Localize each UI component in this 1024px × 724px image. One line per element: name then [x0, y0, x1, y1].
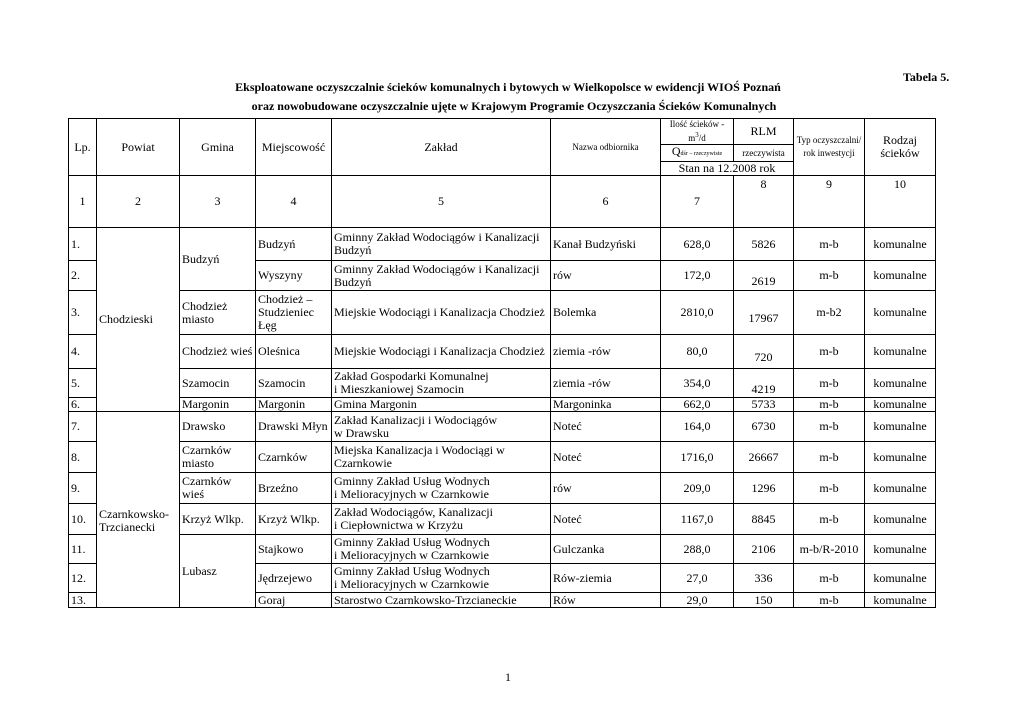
row-odbiornik: Rów — [551, 593, 661, 608]
row-lp: 4. — [69, 335, 97, 369]
row-rodzaj: komunalne — [865, 593, 936, 608]
table-row — [69, 535, 936, 564]
row-miejscowosc: Stajkowo — [256, 535, 332, 564]
column-number: 8 — [734, 176, 794, 228]
row-q: 628,0 — [661, 228, 734, 261]
table-row — [69, 412, 936, 442]
row-rlm: 2619 — [734, 261, 794, 291]
header-rodzaj: Rodzaj ścieków — [865, 119, 936, 176]
row-typ: m-b — [794, 442, 865, 473]
row-zaklad: Miejskie Wodociągi i Kanalizacja Chodzież — [332, 291, 551, 335]
table-label: Tabela 5. — [903, 70, 950, 84]
row-miejscowosc: Oleśnica — [256, 335, 332, 369]
row-odbiornik: ziemia -rów — [551, 369, 661, 398]
row-miejscowosc: Goraj — [256, 593, 332, 608]
row-lp: 13. — [69, 593, 97, 608]
row-rodzaj: komunalne — [865, 473, 936, 504]
row-typ: m-b — [794, 412, 865, 442]
row-odbiornik: Kanał Budzyński — [551, 228, 661, 261]
table-row — [69, 473, 936, 504]
row-odbiornik: rów — [551, 473, 661, 504]
row-typ: m-b — [794, 228, 865, 261]
row-rlm: 6730 — [734, 412, 794, 442]
wastewater-plants-table — [68, 118, 936, 608]
row-q: 164,0 — [661, 412, 734, 442]
header-ilosc-line1: Ilość ścieków - — [669, 119, 725, 129]
row-miejscowosc: Jędrzejewo — [256, 564, 332, 593]
table-row — [69, 442, 936, 473]
header-rlm: RLM — [734, 119, 794, 145]
table-row — [69, 335, 936, 369]
row-rodzaj: komunalne — [865, 412, 936, 442]
column-number: 6 — [551, 176, 661, 228]
row-rlm: 5826 — [734, 228, 794, 261]
table-row — [69, 291, 936, 335]
row-rlm: 1296 — [734, 473, 794, 504]
row-rlm: 26667 — [734, 442, 794, 473]
column-number: 5 — [332, 176, 551, 228]
row-lp: 10. — [69, 504, 97, 535]
header-ilosc-unit: $m^3/d$ — [688, 131, 706, 143]
row-q: 209,0 — [661, 473, 734, 504]
row-miejscowosc: Szamocin — [256, 369, 332, 398]
gmina-cell: Lubasz — [180, 535, 256, 608]
header-zaklad: Zakład — [332, 119, 551, 176]
gmina-cell: Budzyń — [180, 228, 256, 291]
row-zaklad: Miejska Kanalizacja i Wodociągi w Czarnkowie — [332, 442, 551, 473]
row-rodzaj: komunalne — [865, 535, 936, 564]
column-number: 7 — [661, 176, 734, 228]
row-rodzaj: komunalne — [865, 291, 936, 335]
row-miejscowosc: Chodzież – Studzieniec Łęg — [256, 291, 332, 335]
row-rlm: 150 — [734, 593, 794, 608]
row-miejscowosc: Wyszyny — [256, 261, 332, 291]
gmina-cell: Czarnków wieś — [180, 473, 256, 504]
row-odbiornik: Rów-ziemia — [551, 564, 661, 593]
row-typ: m-b — [794, 473, 865, 504]
gmina-cell: Margonin — [180, 398, 256, 412]
row-zaklad: Gminny Zakład Usług Wodnych i Melioracyjnych w Czarnkowie — [332, 564, 551, 593]
document-title-line1: Eksploatowane oczyszczalnie ścieków komunalnych i bytowych w Wielkopolsce w ewidencji WIOŚ Poznań — [235, 80, 781, 94]
row-miejscowosc: Drawski Młyn — [256, 412, 332, 442]
header-gmina: Gmina — [180, 119, 256, 176]
row-lp: 1. — [69, 228, 97, 261]
table-row — [69, 369, 936, 398]
row-lp: 7. — [69, 412, 97, 442]
row-q: 1167,0 — [661, 504, 734, 535]
row-rodzaj: komunalne — [865, 564, 936, 593]
column-number-row — [69, 176, 936, 228]
gmina-cell: Chodzież miasto — [180, 291, 256, 335]
table-row — [69, 504, 936, 535]
row-rodzaj: komunalne — [865, 369, 936, 398]
header-miejscowosc: Miejscowość — [256, 119, 332, 176]
row-typ: m-b2 — [794, 291, 865, 335]
row-miejscowosc: Czarnków — [256, 442, 332, 473]
row-odbiornik: Margoninka — [551, 398, 661, 412]
header-rlm-sub: rzeczywista — [734, 145, 794, 162]
row-typ: m-b — [794, 564, 865, 593]
header-stan: Stan na 12.2008 rok — [661, 162, 794, 176]
row-zaklad: Starostwo Czarnkowsko-Trzcianeckie — [332, 593, 551, 608]
row-rodzaj: komunalne — [865, 398, 936, 412]
gmina-cell: Szamocin — [180, 369, 256, 398]
row-odbiornik: Bolemka — [551, 291, 661, 335]
row-rlm: 336 — [734, 564, 794, 593]
row-zaklad: Zakład Kanalizacji i Wodociągów w Drawsku — [332, 412, 551, 442]
header-ilosc — [661, 119, 734, 145]
header-q: Qdśr – rzeczywiste — [661, 145, 734, 162]
row-typ: m-b — [794, 335, 865, 369]
row-zaklad: Zakład Gospodarki Komunalnej i Mieszkaniowej Szamocin — [332, 369, 551, 398]
header-lp: Lp. — [69, 119, 97, 176]
row-q: 27,0 — [661, 564, 734, 593]
powiat-cell: Chodzieski — [97, 228, 180, 412]
column-number: 10 — [865, 176, 936, 228]
row-rodzaj: komunalne — [865, 504, 936, 535]
row-zaklad: Gminny Zakład Usług Wodnych i Melioracyjnych w Czarnkowie — [332, 535, 551, 564]
row-typ: m-b/R-2010 — [794, 535, 865, 564]
row-zaklad: Gminny Zakład Wodociągów i Kanalizacji Budzyń — [332, 261, 551, 291]
table-row — [69, 228, 936, 261]
row-rodzaj: komunalne — [865, 442, 936, 473]
row-miejscowosc: Brzeźno — [256, 473, 332, 504]
row-lp: 6. — [69, 398, 97, 412]
row-zaklad: Miejskie Wodociągi i Kanalizacja Chodzież — [332, 335, 551, 369]
row-odbiornik: Noteć — [551, 442, 661, 473]
row-q: 288,0 — [661, 535, 734, 564]
row-lp: 3. — [69, 291, 97, 335]
row-rlm: 4219 — [734, 369, 794, 398]
gmina-cell: Krzyż Wlkp. — [180, 504, 256, 535]
row-odbiornik: Gulczanka — [551, 535, 661, 564]
column-number: 9 — [794, 176, 865, 228]
row-zaklad: Zakład Wodociągów, Kanalizacji i Ciepłownictwa w Krzyżu — [332, 504, 551, 535]
row-rodzaj: komunalne — [865, 228, 936, 261]
row-odbiornik: ziemia -rów — [551, 335, 661, 369]
row-q: 2810,0 — [661, 291, 734, 335]
row-miejscowosc: Budzyń — [256, 228, 332, 261]
row-rodzaj: komunalne — [865, 261, 936, 291]
row-typ: m-b — [794, 593, 865, 608]
row-lp: 9. — [69, 473, 97, 504]
header-odbiornik: Nazwa odbiornika — [551, 119, 661, 176]
gmina-cell: Chodzież wieś — [180, 335, 256, 369]
row-lp: 8. — [69, 442, 97, 473]
header-powiat: Powiat — [97, 119, 180, 176]
column-number: 1 — [69, 176, 97, 228]
gmina-cell: Czarnków miasto — [180, 442, 256, 473]
powiat-cell: Czarnkowsko- Trzcianecki — [97, 412, 180, 608]
row-typ: m-b — [794, 369, 865, 398]
row-rlm: 720 — [734, 335, 794, 369]
row-q: 354,0 — [661, 369, 734, 398]
row-miejscowosc: Margonin — [256, 398, 332, 412]
row-q: 29,0 — [661, 593, 734, 608]
row-lp: 11. — [69, 535, 97, 564]
row-typ: m-b — [794, 398, 865, 412]
row-q: 662,0 — [661, 398, 734, 412]
page-number: 1 — [505, 670, 511, 684]
row-rlm: 5733 — [734, 398, 794, 412]
row-q: 1716,0 — [661, 442, 734, 473]
row-rodzaj: komunalne — [865, 335, 936, 369]
table-row — [69, 398, 936, 412]
row-rlm: 17967 — [734, 291, 794, 335]
column-number: 2 — [97, 176, 180, 228]
header-row — [69, 119, 936, 145]
row-typ: m-b — [794, 261, 865, 291]
row-miejscowosc: Krzyż Wlkp. — [256, 504, 332, 535]
column-number: 4 — [256, 176, 332, 228]
document-title-line2: oraz nowobudowane oczyszczalnie ujęte w Krajowym Programie Oczyszczania Ścieków Komunalnych — [251, 99, 777, 113]
gmina-cell: Drawsko — [180, 412, 256, 442]
row-lp: 2. — [69, 261, 97, 291]
row-q: 172,0 — [661, 261, 734, 291]
header-typ: Typ oczyszczalni/ rok inwestycji — [794, 119, 865, 176]
row-zaklad: Gminny Zakład Usług Wodnych i Melioracyjnych w Czarnkowie — [332, 473, 551, 504]
row-odbiornik: Noteć — [551, 504, 661, 535]
row-odbiornik: Noteć — [551, 412, 661, 442]
row-zaklad: Gminny Zakład Wodociągów i Kanalizacji Budzyń — [332, 228, 551, 261]
column-number: 3 — [180, 176, 256, 228]
row-q: 80,0 — [661, 335, 734, 369]
row-rlm: 8845 — [734, 504, 794, 535]
row-odbiornik: rów — [551, 261, 661, 291]
row-typ: m-b — [794, 504, 865, 535]
row-lp: 12. — [69, 564, 97, 593]
row-zaklad: Gmina Margonin — [332, 398, 551, 412]
row-rlm: 2106 — [734, 535, 794, 564]
row-lp: 5. — [69, 369, 97, 398]
